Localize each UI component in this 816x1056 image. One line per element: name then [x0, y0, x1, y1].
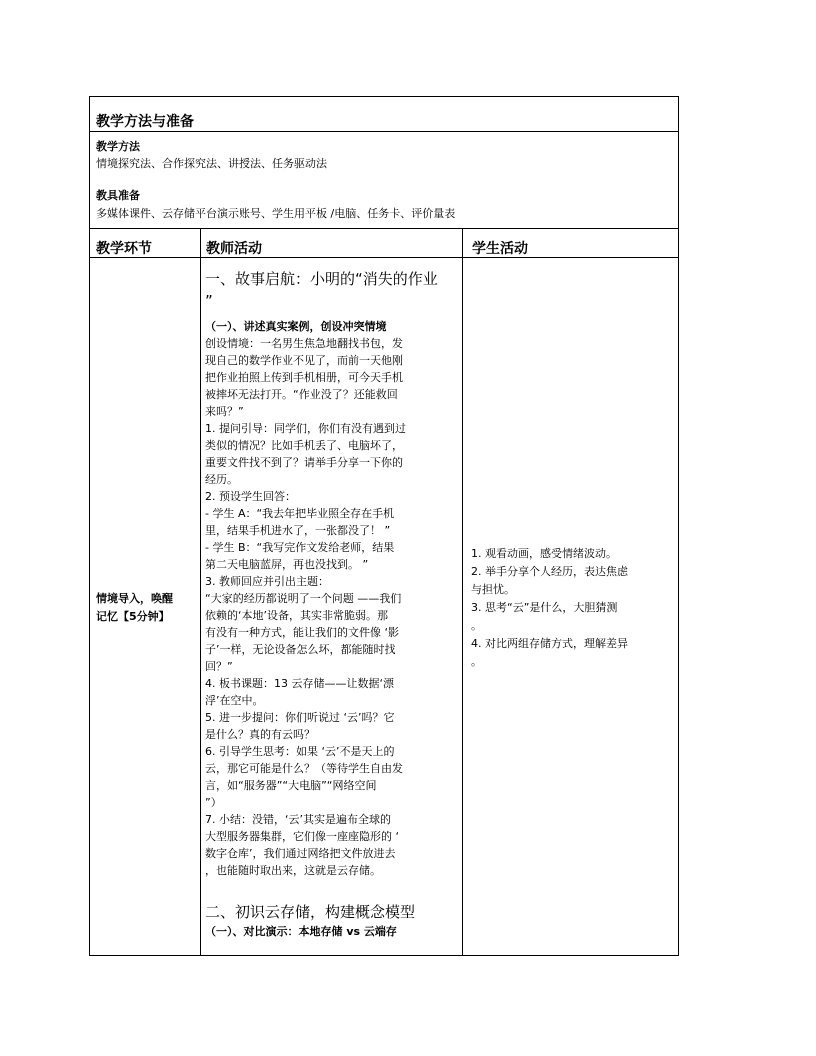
teacher-subheading-2: （一）、对比演示：本地存储 vs 云端存 — [205, 925, 397, 938]
methods-label: 教学方法 — [96, 140, 140, 153]
teacher-line: 1. 提问引导：同学们，你们有没有遇到过 — [205, 422, 406, 435]
divider — [89, 257, 679, 258]
teacher-line: 子’一样，无论设备怎么坏，都能随时找 — [205, 643, 396, 656]
header-stage: 教学环节 — [96, 241, 152, 257]
teacher-line: 6. 引导学生思考：如果 ‘云’不是天上的 — [205, 745, 395, 758]
column-divider — [462, 228, 463, 956]
teacher-line: - 学生 A：“我去年把毕业照全存在手机 — [205, 507, 395, 520]
teacher-line: 类似的情况？比如手机丢了、电脑坏了， — [205, 439, 403, 452]
heading-line: 一、故事启航：小明的“消失的作业 — [205, 270, 438, 288]
student-line: 。 — [471, 619, 482, 632]
student-line: 3. 思考“云”是什么，大胆猜测 — [471, 601, 618, 614]
teacher-heading-2: 二、初识云存储，构建概念模型 — [205, 903, 416, 921]
tools-label: 教具准备 — [96, 189, 140, 202]
teacher-line: 7. 小结：没错，‘云’其实是遍布全球的 — [205, 813, 391, 826]
teacher-line: 创设情境：一名男生焦急地翻找书包，发 — [205, 337, 403, 350]
teacher-line: - 学生 B：“我写完作文发给老师，结果 — [205, 541, 395, 554]
teacher-line: ，也能随时取出来，这就是云存储。 — [205, 864, 381, 877]
methods-text: 情境探究法、合作探究法、讲授法、任务驱动法 — [96, 157, 327, 170]
teacher-line: 大型服务器集群，它们像一座座隐形的 ‘ — [205, 830, 399, 843]
teacher-line: 2. 预设学生回答： — [205, 490, 296, 503]
student-line: 。 — [471, 655, 482, 668]
teacher-line: 5. 进一步提问：你们听说过 ‘云’吗？它 — [205, 711, 395, 724]
header-student: 学生活动 — [472, 241, 528, 257]
teacher-line: 被摔坏无法打开。“作业没了？还能救回 — [205, 388, 398, 401]
teacher-line: 来吗？” — [205, 405, 244, 418]
teacher-line: 4. 板书课题：13 云存储——让数据‘漂 — [205, 677, 394, 690]
teacher-line: 第二天电脑蓝屏，再也没找到。 ” — [205, 558, 369, 571]
teacher-heading-1 — [205, 268, 457, 312]
student-line: 2. 举手分享个人经历，表达焦虑 — [471, 565, 628, 578]
stage-line: 记忆【5分钟】 — [96, 610, 170, 623]
spacer — [205, 879, 457, 901]
column-divider — [200, 228, 201, 956]
student-activity-cell — [471, 545, 671, 671]
teacher-line: 回？” — [205, 660, 233, 673]
teacher-line: 经历。 — [205, 473, 238, 486]
student-line: 4. 对比两组存储方式，理解差异 — [471, 637, 628, 650]
teacher-line: 数字仓库’，我们通过网络把文件放进去 — [205, 847, 396, 860]
teacher-subheading-1: （一）、讲述真实案例，创设冲突情境 — [205, 320, 387, 333]
stage-cell — [96, 590, 196, 626]
header-teacher: 教师活动 — [206, 241, 262, 257]
teacher-line: 把作业拍照上传到手机相册，可今天手机 — [205, 371, 403, 384]
teacher-line: 重要文件找不到了？请举手分享一下你的 — [205, 456, 403, 469]
teacher-lines — [205, 335, 457, 879]
teacher-line: 依赖的‘本地’设备，其实非常脆弱。那 — [205, 609, 388, 622]
teacher-activity-cell — [205, 268, 457, 940]
divider — [89, 131, 679, 132]
student-line: 1. 观看动画，感受情绪波动。 — [471, 547, 617, 560]
heading-line: ” — [205, 292, 213, 310]
section-title: 教学方法与准备 — [96, 114, 194, 130]
teacher-line: 浮’在空中。 — [205, 694, 264, 707]
tools-text: 多媒体课件、云存储平台演示账号、学生用平板 /电脑、任务卡、评价量表 — [96, 207, 456, 220]
teacher-line: 3. 教师回应并引出主题： — [205, 575, 329, 588]
student-line: 与担忧。 — [471, 583, 515, 596]
stage-line: 情境导入，唤醒 — [96, 592, 173, 605]
teacher-line: 有没有一种方式，能让我们的文件像 ‘影 — [205, 626, 399, 639]
divider — [89, 228, 679, 229]
teacher-line: 言，如“服务器”“大电脑”“网络空间 — [205, 779, 377, 792]
teacher-line: 云，那它可能是什么？（等待学生自由发 — [205, 762, 403, 775]
teacher-line: “大家的经历都说明了一个问题 ——我们 — [205, 592, 402, 605]
teacher-line: 里，结果手机进水了，一张都没了！ ” — [205, 524, 391, 537]
teacher-line: 是什么？真的有云吗？ — [205, 728, 315, 741]
teacher-line: 现自己的数学作业不见了，而前一天他刚 — [205, 354, 403, 367]
teacher-line: ”） — [205, 796, 222, 809]
